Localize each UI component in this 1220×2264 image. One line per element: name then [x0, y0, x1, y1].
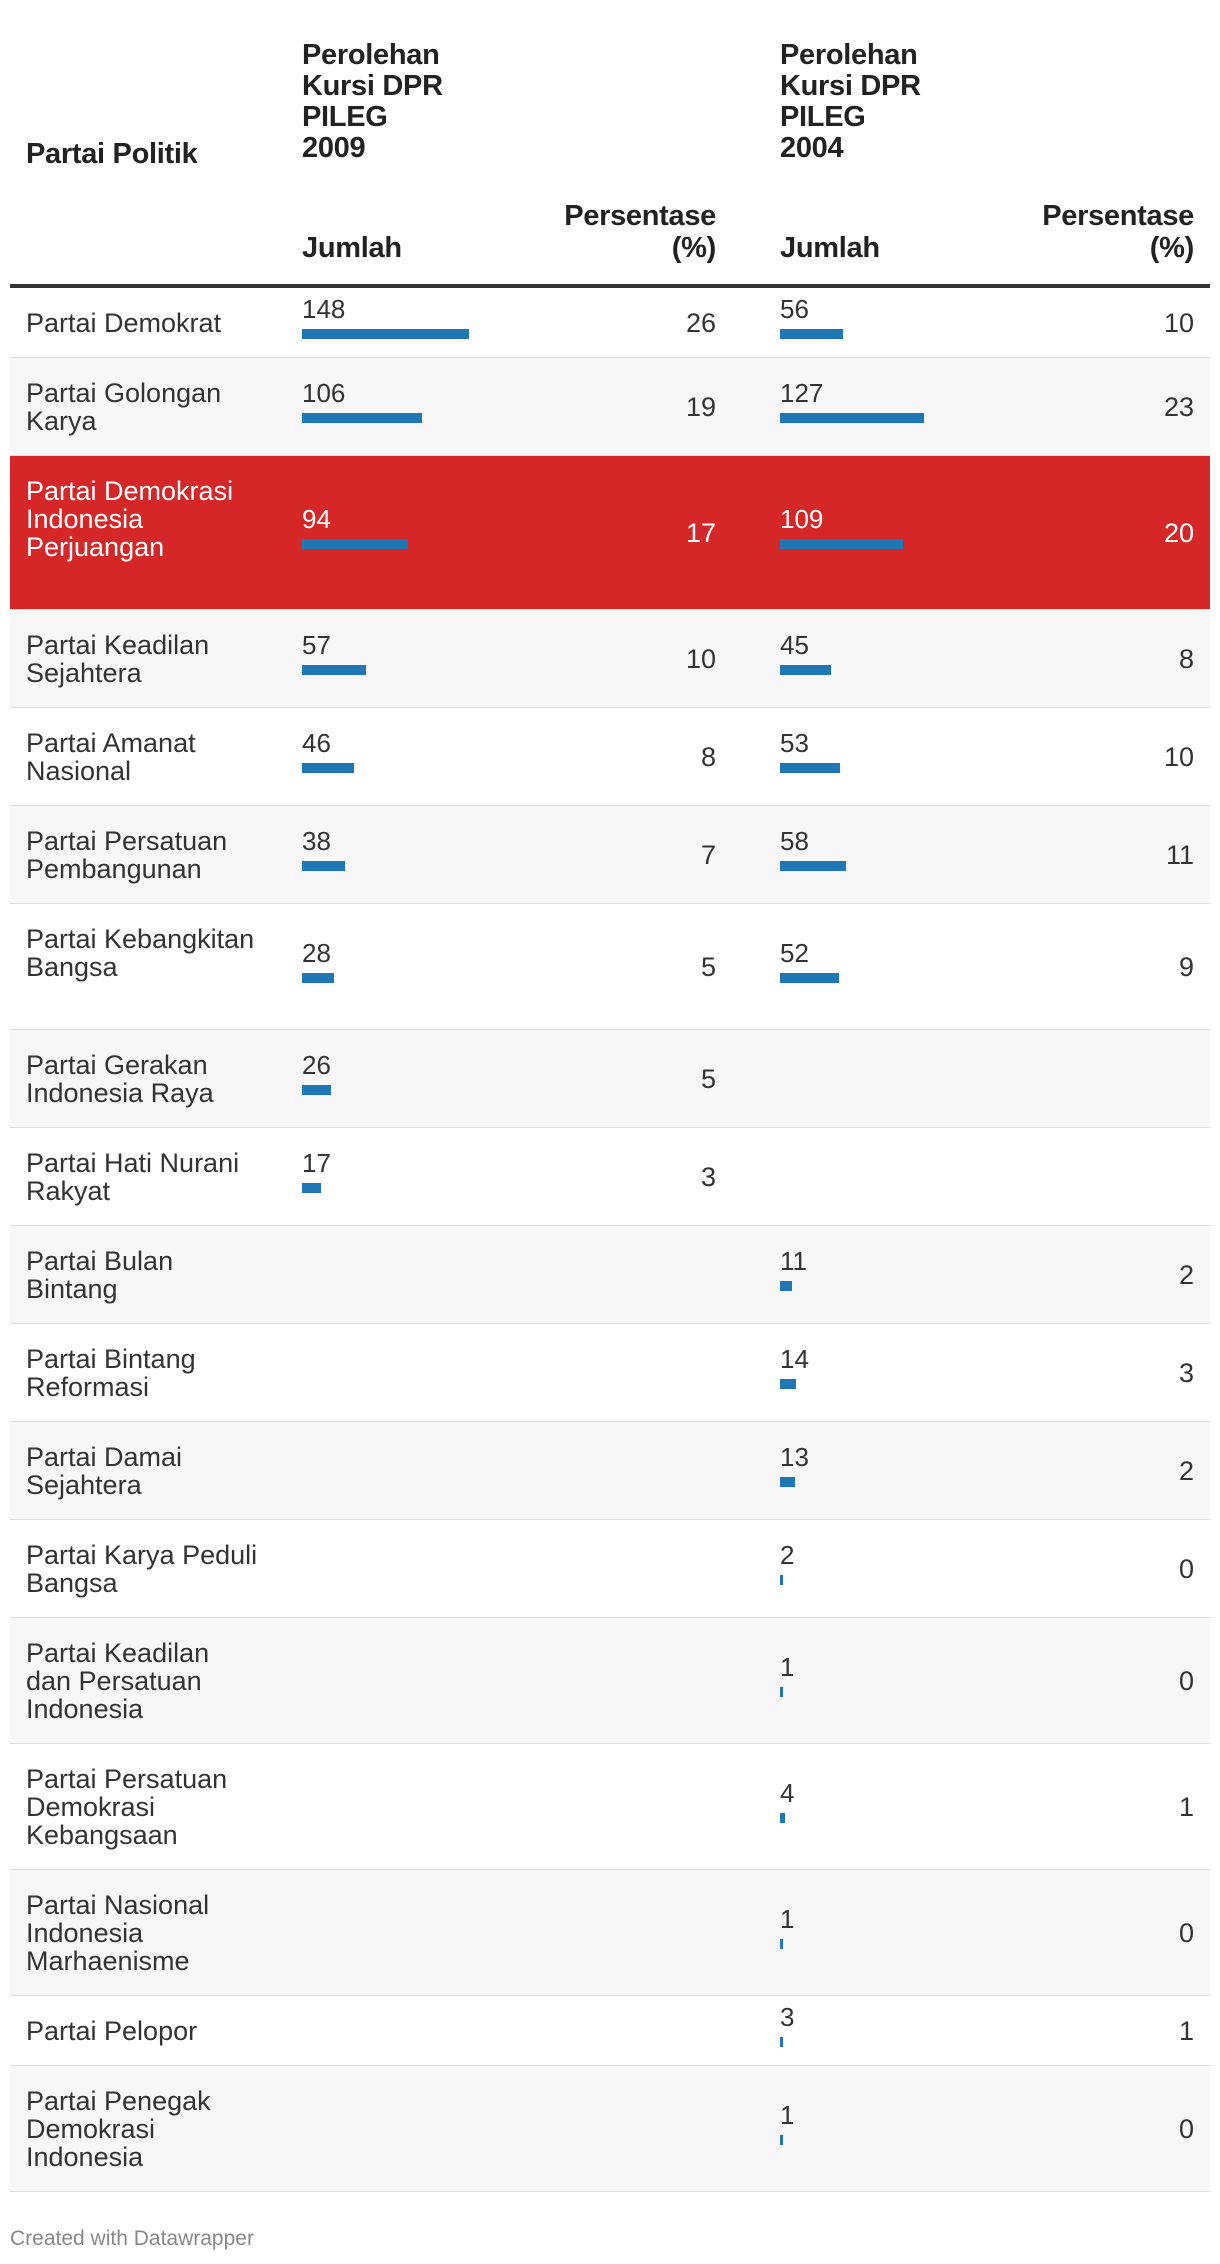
- party-name: Partai Damai Sejahtera: [26, 1442, 183, 1500]
- seat-count-2004: 14: [780, 1344, 809, 1374]
- seat-pct-2009: 5: [700, 1064, 716, 1094]
- table-row: [10, 1520, 1210, 1618]
- party-column-header: Partai Politik: [26, 138, 198, 170]
- party-name: Partai Persatuan Demokrasi Kebangsaan: [26, 1764, 228, 1850]
- party-name: Partai Pelopor: [26, 2016, 198, 2046]
- table-row: [10, 2066, 1210, 2192]
- seat-pct-2004: 2: [1178, 1456, 1194, 1486]
- seat-bar-2004: [780, 1379, 796, 1389]
- pct-header-line: Persentase: [564, 200, 716, 232]
- seat-count-2004: 4: [780, 1778, 795, 1808]
- seat-pct-2004: 2: [1178, 1260, 1194, 1290]
- seat-pct-2004: 11: [1165, 840, 1194, 870]
- seat-count-2004: 1: [780, 2100, 795, 2130]
- seat-bar-2009: [302, 1183, 321, 1193]
- seat-bar-2004: [780, 1477, 795, 1487]
- seat-pct-2004: 1: [1178, 2016, 1194, 2046]
- table-row: [10, 1618, 1210, 1744]
- group-header-2004: [780, 40, 921, 164]
- table-row: [10, 1744, 1210, 1870]
- seat-bar-2004: [780, 1813, 785, 1823]
- seat-pct-2009: 8: [700, 742, 716, 772]
- party-name: Partai Hati Nurani Rakyat: [26, 1148, 240, 1206]
- seat-pct-2004: 0: [1178, 1666, 1194, 1696]
- seat-bar-2009: [302, 973, 334, 983]
- group-2009-line: Perolehan: [302, 39, 440, 71]
- table-row: [10, 1030, 1210, 1128]
- seat-pct-2004: 3: [1178, 1358, 1194, 1388]
- table-row: [10, 1226, 1210, 1324]
- seat-pct-2004: 20: [1163, 518, 1194, 548]
- seat-bar-2009: [302, 413, 422, 423]
- seat-pct-2009: 7: [700, 840, 716, 870]
- group-2004-line: PILEG: [780, 101, 866, 133]
- seat-count-2004: 11: [780, 1246, 807, 1276]
- group-2009-line: PILEG: [302, 101, 388, 133]
- count-2004-column-header: Jumlah: [780, 232, 880, 264]
- seat-count-2009: 28: [302, 938, 331, 968]
- party-name: Partai Demokrasi Indonesia Perjuangan: [26, 476, 234, 562]
- seat-pct-2009: 26: [685, 308, 716, 338]
- seat-pct-2004: 1: [1178, 1792, 1194, 1822]
- seat-bar-2004: [780, 329, 843, 339]
- group-2009-line: Kursi DPR: [302, 70, 443, 102]
- count-2009-column-header: Jumlah: [302, 232, 402, 264]
- seat-pct-2004: 0: [1178, 1554, 1194, 1584]
- party-name: Partai Karya Peduli Bangsa: [26, 1540, 258, 1598]
- seat-pct-2004: 8: [1178, 644, 1194, 674]
- seat-count-2004: 56: [780, 294, 809, 324]
- pct-header-line: Persentase: [1042, 200, 1194, 232]
- seat-count-2004: 109: [780, 504, 824, 534]
- seat-pct-2004: 10: [1163, 308, 1194, 338]
- seat-bar-2004: [780, 665, 831, 675]
- table-row: [10, 1324, 1210, 1422]
- party-name: Partai Kebangkitan Bangsa: [26, 924, 255, 982]
- seat-count-2004: 127: [780, 378, 824, 408]
- party-name: Partai Keadilan dan Persatuan Indonesia: [26, 1638, 210, 1724]
- seat-bar-2009: [302, 665, 366, 675]
- seat-pct-2009: 3: [700, 1162, 716, 1192]
- party-name: Partai Keadilan Sejahtera: [26, 630, 210, 688]
- seat-count-2009: 148: [302, 294, 346, 324]
- seat-count-2004: 58: [780, 826, 809, 856]
- seat-bar-2004: [780, 2037, 783, 2047]
- seat-count-2009: 94: [302, 504, 331, 534]
- seat-bar-2004: [780, 861, 846, 871]
- credit-footer: Created with Datawrapper: [10, 2227, 254, 2250]
- seat-count-2004: 45: [780, 630, 809, 660]
- seat-count-2004: 1: [780, 1652, 795, 1682]
- table-row: [10, 358, 1210, 456]
- seat-bar-2004: [780, 763, 840, 773]
- seat-bar-2009: [302, 539, 408, 549]
- party-name: Partai Amanat Nasional: [26, 728, 196, 786]
- group-2004-line: Perolehan: [780, 39, 918, 71]
- seat-count-2009: 26: [302, 1050, 331, 1080]
- seat-bar-2004: [780, 1939, 783, 1949]
- seat-pct-2009: 19: [685, 392, 716, 422]
- table-row: [10, 904, 1210, 1030]
- seat-count-2004: 3: [780, 2002, 795, 2032]
- seat-pct-2004: 23: [1163, 392, 1194, 422]
- table-row: [10, 1996, 1210, 2066]
- seat-bar-2004: [780, 973, 839, 983]
- table-row: [10, 708, 1210, 806]
- pct-header-line: (%): [671, 232, 716, 264]
- table-row: [10, 1422, 1210, 1520]
- party-name: Partai Bintang Reformasi: [26, 1344, 196, 1402]
- seat-count-2009: 46: [302, 728, 331, 758]
- seat-count-2009: 57: [302, 630, 331, 660]
- seat-count-2004: 52: [780, 938, 809, 968]
- pct-2009-column-header: [510, 200, 716, 264]
- group-2004-line: 2004: [780, 132, 844, 164]
- seat-pct-2009: 10: [685, 644, 716, 674]
- seat-count-2009: 106: [302, 378, 346, 408]
- party-name: Partai Gerakan Indonesia Raya: [26, 1050, 214, 1108]
- seat-count-2009: 17: [302, 1148, 331, 1178]
- seat-count-2009: 38: [302, 826, 331, 856]
- seat-bar-2004: [780, 539, 903, 549]
- seat-count-2004: 1: [780, 1904, 795, 1934]
- pct-2004-column-header: [988, 200, 1194, 264]
- group-header-2009: [302, 40, 443, 164]
- seat-bar-2009: [302, 329, 469, 339]
- seat-bar-2004: [780, 1575, 783, 1585]
- table-row: [10, 610, 1210, 708]
- seat-pct-2004: 0: [1178, 2114, 1194, 2144]
- table-row: [10, 1128, 1210, 1226]
- group-2004-line: Kursi DPR: [780, 70, 921, 102]
- seat-pct-2004: 9: [1178, 952, 1194, 982]
- seat-count-2004: 13: [780, 1442, 809, 1472]
- party-name: Partai Penegak Demokrasi Indonesia: [26, 2086, 211, 2172]
- pct-header-line: (%): [1149, 232, 1194, 264]
- seat-pct-2009: 17: [685, 518, 716, 548]
- seat-pct-2009: 5: [700, 952, 716, 982]
- seat-bar-2004: [780, 413, 924, 423]
- table-row: [10, 1870, 1210, 1996]
- seat-bar-2004: [780, 1687, 783, 1697]
- party-name: Partai Persatuan Pembangunan: [26, 826, 228, 884]
- seat-count-2004: 2: [780, 1540, 795, 1570]
- seat-bar-2009: [302, 1085, 331, 1095]
- seat-pct-2004: 10: [1163, 742, 1194, 772]
- party-name: Partai Nasional Indonesia Marhaenisme: [26, 1890, 210, 1976]
- seat-pct-2004: 0: [1178, 1918, 1194, 1948]
- group-2009-line: 2009: [302, 132, 366, 164]
- seat-bar-2004: [780, 2135, 783, 2145]
- table-row: [10, 806, 1210, 904]
- seat-bar-2004: [780, 1281, 792, 1291]
- seat-count-2004: 53: [780, 728, 809, 758]
- table-row: [10, 288, 1210, 358]
- seat-bar-2009: [302, 763, 354, 773]
- seat-bar-2009: [302, 861, 345, 871]
- table-row: [10, 456, 1210, 610]
- party-name: Partai Demokrat: [26, 308, 222, 338]
- party-name: Partai Golongan Karya: [26, 378, 222, 436]
- party-name: Partai Bulan Bintang: [26, 1246, 174, 1304]
